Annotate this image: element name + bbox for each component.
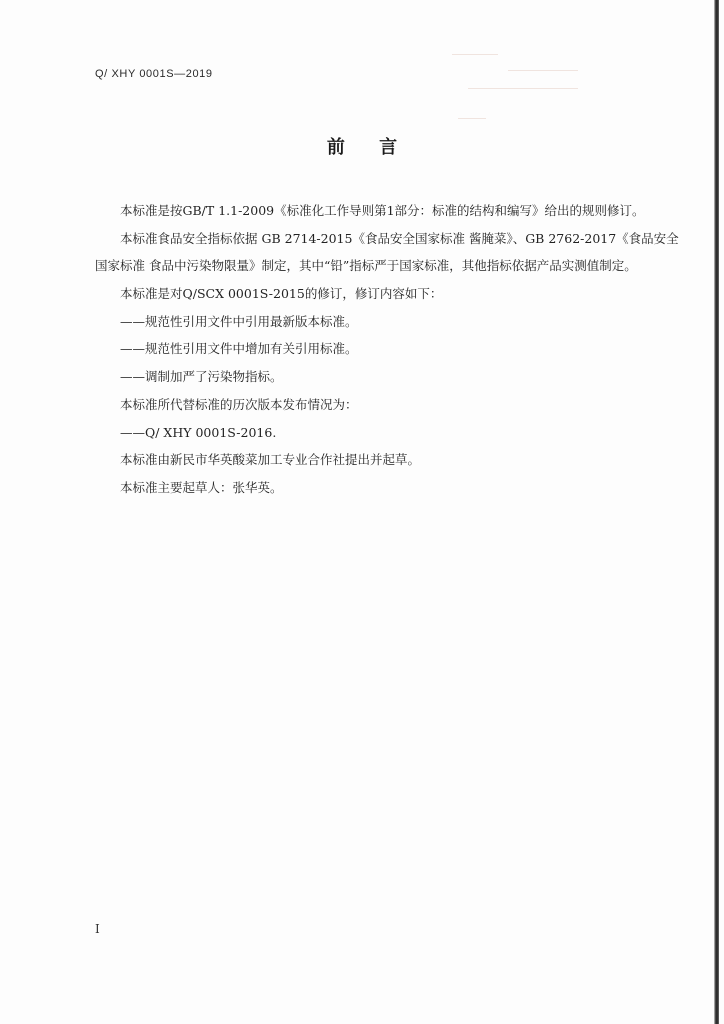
paragraph-line: 本标准由新民市华英酸菜加工专业合作社提出并起草。 (120, 452, 421, 468)
standard-code-header: Q/ XHY 0001S—2019 (95, 68, 213, 80)
page-title: 前 言 (326, 137, 412, 158)
paragraph-line: 国家标准 食品中污染物限量》制定，其中“铅”指标严于国家标准，其他指标依据产品实测值制定。 (95, 258, 637, 274)
faint-stamp-mark (448, 48, 608, 126)
paragraph-line: 本标准主要起草人：张华英。 (120, 479, 283, 495)
paragraph-line: 本标准是按GB/T 1.1-2009《标准化工作导则第1部分：标准的结构和编写》给出的规则修订。 (120, 203, 645, 218)
page-number: I (95, 922, 100, 936)
foreword-body (95, 197, 705, 502)
list-item: ——Q/ XHY 0001S-2016. (120, 424, 277, 440)
list-item: ——规范性引用文件中增加有关引用标准。 (120, 341, 358, 357)
paragraph-line: 本标准食品安全指标依据 GB 2714-2015《食品安全国家标准 酱腌菜》、GB 2762-2017《食品安全 (120, 230, 679, 246)
list-item: ——调制加严了污染物指标。 (120, 369, 283, 385)
paragraph-line: 本标准是对Q/SCX 0001S-2015的修订，修订内容如下： (120, 286, 443, 302)
scan-edge-border (714, 0, 719, 1024)
list-item: ——规范性引用文件中引用最新版本标准。 (120, 313, 358, 329)
paragraph-line: 本标准所代替标准的历次版本发布情况为： (120, 396, 358, 412)
